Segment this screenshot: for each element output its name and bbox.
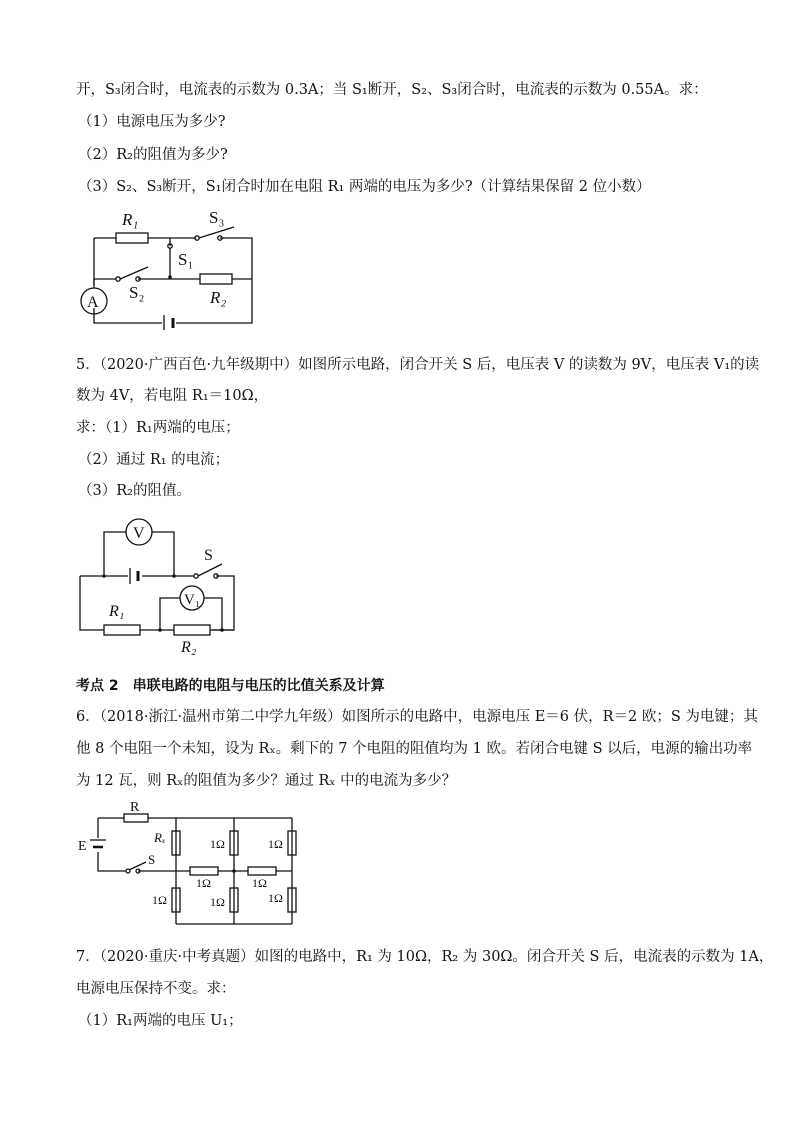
q6-label-bottom-left: 1Ω <box>152 893 167 907</box>
q4-s2-contact <box>116 277 120 281</box>
q4-ammeter-label: A <box>87 294 99 311</box>
q4-s3-label: S₃ <box>209 208 225 227</box>
q6-r-label: R <box>130 800 140 815</box>
q4-s2-switch <box>120 267 148 279</box>
q4-r1-label: R₁ <box>122 210 139 229</box>
q4-s2-label: S₂ <box>129 283 145 302</box>
q5-text-line2: 数为 4V，若电阻 R₁＝10Ω， <box>76 388 269 404</box>
q6-switch-label: S <box>148 852 156 867</box>
q5-r2-label: R₂ <box>181 639 197 656</box>
q4-circuit-diagram <box>76 205 266 330</box>
q4-item-3: （3）S₂、S₃断开，S₁闭合时加在电阻 R₁ 两端的电压为多少?（计算结果保留 2 位小数） <box>78 179 651 195</box>
q6-resistor-mid-left <box>190 867 218 875</box>
q5-r1-resistor <box>104 625 140 635</box>
q5-r2-resistor <box>174 625 210 635</box>
q5-voltmeter-v1-label: V₁ <box>184 592 201 608</box>
q6-text-line3: 为 12 瓦，则 Rₓ的阻值为多少？通过 Rₓ 中的电流为多少？ <box>76 773 457 789</box>
q6-rx-label: Rₓ <box>154 830 166 845</box>
q6-source-label: E <box>78 839 87 854</box>
q5-r1-label: R₁ <box>109 603 125 620</box>
section-label: 考点 2 <box>76 678 119 694</box>
section-title: 串联电路的电阻与电压的比值关系及计算 <box>132 678 385 694</box>
q6-label-top-mid: 1Ω <box>210 837 225 851</box>
q6-label-mid-left: 1Ω <box>196 876 211 890</box>
q5-circuit-diagram <box>76 512 241 660</box>
q5-item-2: （2）通过 R₁ 的电流； <box>78 452 230 468</box>
q7-item-1: （1）R₁两端的电压 U₁； <box>78 1013 243 1029</box>
q4-junction-dot <box>168 275 172 279</box>
q5-voltmeter-v-label: V <box>133 525 145 542</box>
q5-text-line3: 求：（1）R₁两端的电压； <box>76 420 240 436</box>
q5-text-line1: 5．（2020·广西百色·九年级期中）如图所示电路，闭合开关 S 后，电压表 V 的读数为 9V，电压表 V₁的读 <box>76 357 760 373</box>
q4-s1-label: S₁ <box>178 250 194 269</box>
q4-r2-resistor <box>200 274 232 284</box>
section-heading <box>76 676 385 696</box>
q6-text-line2: 他 8 个电阻一个未知，设为 Rₓ。剩下的 7 个电阻的阻值均为 1 欧。若闭合电键 S 以后，电源的输出功率 <box>76 741 753 757</box>
q4-text-line1: 开，S₃闭合时，电流表的示数为 0.3A；当 S₁断开，S₂、S₃闭合时，电流表的示数为 0.55A。求： <box>76 82 708 98</box>
q4-s3-switch <box>199 227 234 238</box>
q5-switch-label: S <box>204 547 213 564</box>
q6-resistor-mid-right <box>248 867 276 875</box>
q5-switch <box>198 564 222 576</box>
q6-label-bottom-right: 1Ω <box>268 891 283 905</box>
q4-item-2: （2）R₂的阻值为多少? <box>78 147 228 163</box>
q4-r1-resistor <box>116 233 148 243</box>
q6-circuit-diagram <box>76 798 306 928</box>
q6-text-line1: 6．（2018·浙江·温州市第二中学九年级）如图所示的电路中，电源电压 E＝6 伏，R＝2 欧；S 为电键；其 <box>76 709 758 725</box>
q4-item-1: （1）电源电压为多少? <box>78 114 226 130</box>
q6-label-mid-right: 1Ω <box>252 876 267 890</box>
q7-text-line2: 电源电压保持不变。求： <box>76 981 236 997</box>
q7-text-line1: 7．（2020·重庆·中考真题）如图的电路中，R₁ 为 10Ω，R₂ 为 30Ω。闭合开关 S 后，电流表的示数为 1A， <box>76 949 774 965</box>
q4-r2-label: R₂ <box>210 288 227 307</box>
q5-item-3: （3）R₂的阻值。 <box>78 483 191 499</box>
q6-r-resistor <box>124 814 148 822</box>
q6-label-top-right: 1Ω <box>268 837 283 851</box>
q5-switch-contact <box>194 574 198 578</box>
q6-label-bottom-mid: 1Ω <box>210 895 225 909</box>
